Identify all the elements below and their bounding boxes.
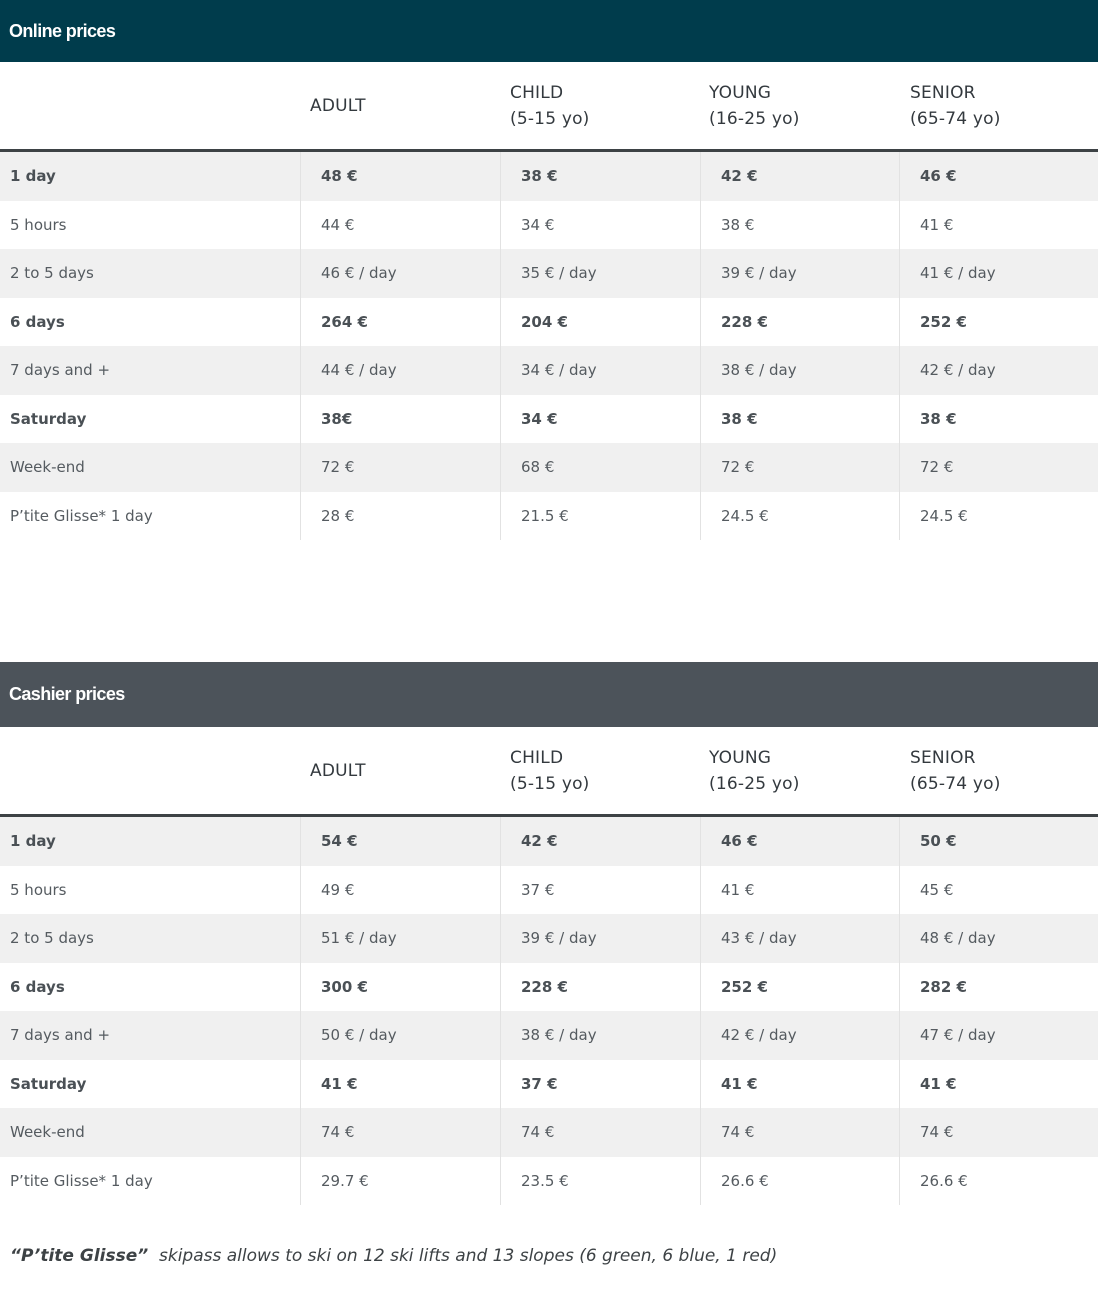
row-label: 2 to 5 days xyxy=(10,929,94,948)
online-prices-header xyxy=(0,0,1098,62)
young-price: 42 € / day xyxy=(700,1011,899,1060)
adult-price: 38€ xyxy=(300,395,500,444)
table-row xyxy=(0,1060,1098,1109)
child-price: 37 € xyxy=(500,866,700,915)
senior-price: 45 € xyxy=(899,866,1098,915)
young-price: 42 € xyxy=(700,152,899,201)
young-price: 38 € / day xyxy=(700,346,899,395)
row-label: Saturday xyxy=(10,1074,87,1093)
senior-price: 38 € xyxy=(899,395,1098,444)
header-child xyxy=(500,62,700,149)
table-row xyxy=(0,817,1098,866)
child-price: 38 € / day xyxy=(500,1011,700,1060)
header-young-age: (16-25 yo) xyxy=(709,773,800,794)
table-row xyxy=(0,914,1098,963)
header-senior xyxy=(899,727,1098,814)
table-row xyxy=(0,1011,1098,1060)
child-price: 204 € xyxy=(500,298,700,347)
senior-price: 41 € xyxy=(899,1060,1098,1109)
header-child xyxy=(500,727,700,814)
child-price: 23.5 € xyxy=(500,1157,700,1206)
adult-price: 72 € xyxy=(300,443,500,492)
young-price: 46 € xyxy=(700,817,899,866)
ptite-glisse-footnote xyxy=(10,1246,777,1266)
child-price: 37 € xyxy=(500,1060,700,1109)
young-price: 24.5 € xyxy=(700,492,899,541)
table-row xyxy=(0,963,1098,1012)
row-label: P’tite Glisse* 1 day xyxy=(10,1171,153,1190)
adult-price: 29.7 € xyxy=(300,1157,500,1206)
footnote-term: “P’tite Glisse” xyxy=(10,1246,149,1266)
table-header-row xyxy=(0,62,1098,152)
adult-price: 50 € / day xyxy=(300,1011,500,1060)
table-row xyxy=(0,152,1098,201)
row-label: Week-end xyxy=(10,458,85,477)
child-price: 68 € xyxy=(500,443,700,492)
child-price: 74 € xyxy=(500,1108,700,1157)
adult-price: 44 € xyxy=(300,201,500,250)
table-row xyxy=(0,346,1098,395)
cashier-prices-table xyxy=(0,727,1098,1205)
header-young xyxy=(700,727,899,814)
adult-price: 28 € xyxy=(300,492,500,541)
young-price: 26.6 € xyxy=(700,1157,899,1206)
adult-price: 49 € xyxy=(300,866,500,915)
header-senior-age: (65-74 yo) xyxy=(910,108,1001,129)
young-price: 228 € xyxy=(700,298,899,347)
young-price: 38 € xyxy=(700,201,899,250)
row-label: P’tite Glisse* 1 day xyxy=(10,506,153,525)
header-adult xyxy=(300,727,500,814)
child-price: 42 € xyxy=(500,817,700,866)
header-child-age: (5-15 yo) xyxy=(510,108,590,129)
table-row xyxy=(0,298,1098,347)
header-adult-label: ADULT xyxy=(310,760,366,781)
online-prices-body xyxy=(0,152,1098,540)
young-price: 38 € xyxy=(700,395,899,444)
header-child-label: CHILD xyxy=(510,747,564,768)
header-adult xyxy=(300,62,500,149)
row-label: 7 days and + xyxy=(10,361,111,380)
row-label: 6 days xyxy=(10,312,65,331)
table-header-row xyxy=(0,727,1098,817)
row-label: 7 days and + xyxy=(10,1026,111,1045)
senior-price: 74 € xyxy=(899,1108,1098,1157)
row-label: 1 day xyxy=(10,167,56,186)
header-young xyxy=(700,62,899,149)
header-young-label: YOUNG xyxy=(709,747,772,768)
senior-price: 41 € / day xyxy=(899,249,1098,298)
young-price: 41 € xyxy=(700,1060,899,1109)
header-young-age: (16-25 yo) xyxy=(709,108,800,129)
child-price: 21.5 € xyxy=(500,492,700,541)
row-label: 1 day xyxy=(10,832,56,851)
footnote-text: skipass allows to ski on 12 ski lifts and 13 slopes (6 green, 6 blue, 1 red) xyxy=(148,1246,778,1266)
table-row xyxy=(0,395,1098,444)
senior-price: 50 € xyxy=(899,817,1098,866)
adult-price: 264 € xyxy=(300,298,500,347)
cashier-prices-title: Cashier prices xyxy=(9,684,125,704)
young-price: 74 € xyxy=(700,1108,899,1157)
child-price: 38 € xyxy=(500,152,700,201)
senior-price: 41 € xyxy=(899,201,1098,250)
senior-price: 252 € xyxy=(899,298,1098,347)
row-label: Saturday xyxy=(10,409,87,428)
adult-price: 300 € xyxy=(300,963,500,1012)
child-price: 35 € / day xyxy=(500,249,700,298)
adult-price: 74 € xyxy=(300,1108,500,1157)
adult-price: 51 € / day xyxy=(300,914,500,963)
child-price: 34 € / day xyxy=(500,346,700,395)
senior-price: 26.6 € xyxy=(899,1157,1098,1206)
adult-price: 46 € / day xyxy=(300,249,500,298)
table-row xyxy=(0,1157,1098,1206)
senior-price: 47 € / day xyxy=(899,1011,1098,1060)
row-label: Week-end xyxy=(10,1123,85,1142)
child-price: 34 € xyxy=(500,201,700,250)
adult-price: 44 € / day xyxy=(300,346,500,395)
header-child-age: (5-15 yo) xyxy=(510,773,590,794)
header-empty-cell xyxy=(0,62,300,149)
header-empty-cell xyxy=(0,727,300,814)
adult-price: 54 € xyxy=(300,817,500,866)
senior-price: 42 € / day xyxy=(899,346,1098,395)
cashier-prices-header xyxy=(0,662,1098,727)
row-label: 5 hours xyxy=(10,880,67,899)
table-row xyxy=(0,492,1098,541)
young-price: 72 € xyxy=(700,443,899,492)
adult-price: 41 € xyxy=(300,1060,500,1109)
row-label: 5 hours xyxy=(10,215,67,234)
online-prices-title: Online prices xyxy=(9,20,116,41)
young-price: 252 € xyxy=(700,963,899,1012)
young-price: 39 € / day xyxy=(700,249,899,298)
child-price: 34 € xyxy=(500,395,700,444)
cashier-prices-body xyxy=(0,817,1098,1205)
online-prices-table xyxy=(0,62,1098,540)
young-price: 43 € / day xyxy=(700,914,899,963)
table-row xyxy=(0,249,1098,298)
header-senior-label: SENIOR xyxy=(910,82,976,103)
table-row xyxy=(0,443,1098,492)
child-price: 39 € / day xyxy=(500,914,700,963)
header-senior xyxy=(899,62,1098,149)
header-young-label: YOUNG xyxy=(709,82,772,103)
senior-price: 24.5 € xyxy=(899,492,1098,541)
header-adult-label: ADULT xyxy=(310,95,366,116)
row-label: 6 days xyxy=(10,977,65,996)
adult-price: 48 € xyxy=(300,152,500,201)
senior-price: 282 € xyxy=(899,963,1098,1012)
header-child-label: CHILD xyxy=(510,82,564,103)
senior-price: 46 € xyxy=(899,152,1098,201)
young-price: 41 € xyxy=(700,866,899,915)
header-senior-age: (65-74 yo) xyxy=(910,773,1001,794)
header-senior-label: SENIOR xyxy=(910,747,976,768)
senior-price: 72 € xyxy=(899,443,1098,492)
senior-price: 48 € / day xyxy=(899,914,1098,963)
table-row xyxy=(0,1108,1098,1157)
row-label: 2 to 5 days xyxy=(10,264,94,283)
table-row xyxy=(0,201,1098,250)
child-price: 228 € xyxy=(500,963,700,1012)
table-row xyxy=(0,866,1098,915)
